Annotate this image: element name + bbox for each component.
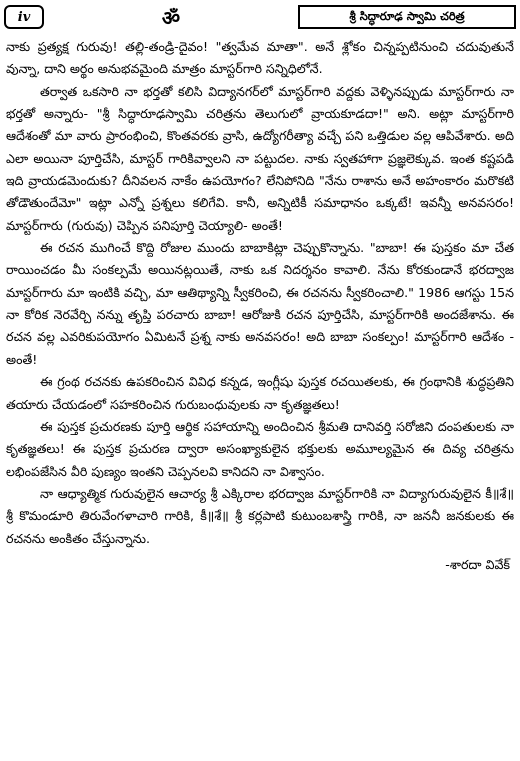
- om-logo-icon: ॐ: [161, 5, 181, 30]
- running-title: శ్రీ సిద్ధారూఢ స్వామి చరిత్ర: [298, 5, 516, 29]
- page-number: iv: [4, 5, 44, 29]
- page-header: [4, 4, 516, 30]
- paragraph: నాకు ప్రత్యక్ష గురువు! తల్లి-తండ్రి-దైవం! "త్వమేవ మాతా". అనే శ్లోకం చిన్నప్పటినుంచి చదువుతునే వున్నా, దాని అర్థం అనుభవమైంది మాత్రం మాస్టర్‌గారి సన్నిధిలోనే.: [6, 39, 514, 77]
- paragraph: ఈ గ్రంథ రచనకు ఉపకరించిన వివిధ కన్నడ, ఇంగ్లీషు పుస్తక రచయితలకు, ఈ గ్రంథానికి శుద్ధప్రతిని తయారు చేయడంలో సహకరించిన గురుబంధువులకు నా కృతజ్ఞతలు!: [6, 374, 514, 412]
- body-text: [6, 36, 514, 753]
- paragraph: నా ఆధ్యాత్మిక గురువులైన ఆచార్య శ్రీ ఎక్కిరాల భరద్వాజ మాస్టర్‌గారికి నా విద్యాగురువులైన కీ॥శే॥ శ్రీ కొమండూరి తిరువేంగళాచారి గారికి, కీ॥శే॥ శ్రీ కర్లపాటి కుటుంబశాస్త్రి గారికి, నా జననీ జనకులకు ఈ రచనను అంకితం చేస్తున్నాను.: [6, 485, 514, 546]
- paragraph: తర్వాత ఒకసారి నా భర్తతో కలిసి విద్యానగర్‌లో మాస్టర్‌గారి వద్దకు వెళ్ళినప్పుడు మాస్టర్‌గారు నా భర్తతో అన్నారు- "శ్రీ సిద్ధారూఢస్వామి చరిత్రను తెలుగులో వ్రాయకూడదా!" అని. అట్లా మాస్టర్‌గారి ఆదేశంతో మా వారు ప్రారంభించి, కొంతవరకు వ్రాసి, ఉద్యోగరీత్యా వచ్చే పని ఒత్తిడుల వల్ల ఆపివేశారు. అది ఎలా అయినా పూర్తిచేసి, మాస్టర్ గారికివ్వాలని నా పట్టుదల. నాకు స్వతహాగా ప్రజ్ఞలెక్కువ. ఇంత కష్టపడి ఇది వ్రాయడమెందుకు? దీనివలన నాకేం ఉపయోగం? లేనిపోనిది "నేను రాశాను అనే అహంకారం మరొకటి తోడౌతుందేమో" ఇట్లా ఎన్నో ప్రశ్నలు కలిగేవి. కానీ, అన్నిటికీ సమాధానం ఒక్కటే! ఇవన్నీ అనవసరం! మాస్టర్‌గారు (గురువు) చెప్పిన పనిపూర్తి చెయ్యాలి- అంతే!: [6, 83, 514, 233]
- paragraph: ఈ పుస్తక ప్రచురణకు పూర్తి ఆర్థిక సహాయాన్ని అందించిన శ్రీమతి దానివర్తి సరోజిని దంపతులకు నా కృతజ్ఞతలు! ఈ పుస్తక ప్రచురణ ద్వారా అసంఖ్యాకులైన భక్తులకు అమూల్యమైన ఈ దివ్య చరిత్రను లభింపజేసిన వీరి పుణ్యం ఇంతని చెప్పనలవి కానిదని నా విశ్వాసం.: [6, 418, 514, 479]
- paragraph: ఈ రచన ముగించే కొద్ది రోజుల ముందు బాబాకిట్లా చెప్పుకొన్నాను. "బాబా! ఈ పుస్తకం మా చేత రాయించడం మీ సంకల్పమే అయినట్లయితే, నాకు ఒక నిదర్శనం కావాలి. నేను కోరకుండానే భరద్వాజ మాస్టర్‌గారు మా ఇంటికి వచ్చి, మా ఆతిథ్యాన్ని స్వీకరించి, ఈ రచనను స్వీకరించాలి." 1986 ఆగస్టు 15న నా కోరిక నెరవేర్చి నన్ను తృప్తి పరచారు బాబా! ఆరోజుకి రచన పూర్తిచేసి, మాస్టర్‌గారికి అందజేశాను. ఈ రచన వల్ల ఎవరికుపయోగం ఏమిటనే ప్రశ్న నాకు అనవసరం! అది బాబా సంకల్పం! మాస్టర్‌గారి ఆదేశం - అంతే!: [6, 240, 514, 367]
- author-signature: -శారదా వివేక్: [445, 556, 510, 572]
